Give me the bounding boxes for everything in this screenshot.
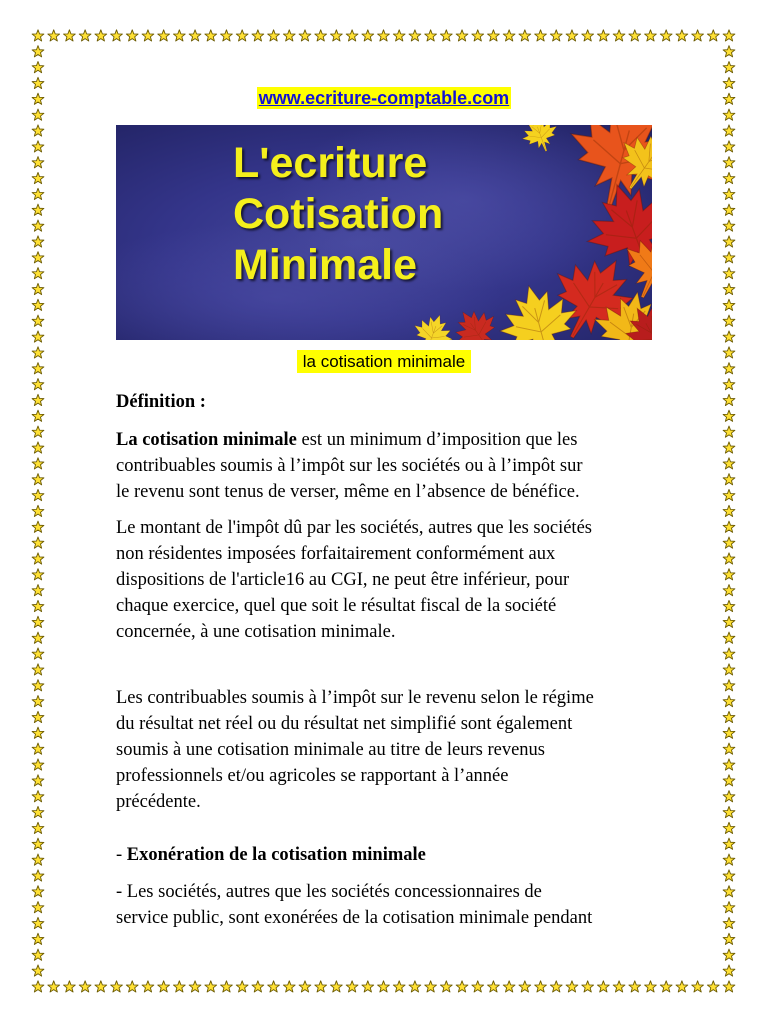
border-star-icon (629, 981, 641, 992)
border-star-icon (32, 664, 44, 675)
border-star-icon (723, 331, 735, 342)
border-star-icon (723, 696, 735, 707)
border-star-icon (723, 268, 735, 279)
border-star-icon (32, 933, 44, 944)
border-star-icon (346, 981, 358, 992)
border-star-icon (723, 743, 735, 754)
border-star-icon (723, 442, 735, 453)
caption-text: la cotisation minimale (297, 350, 472, 373)
border-star-icon (268, 981, 280, 992)
banner-title-line: L'ecriture (233, 139, 428, 187)
banner-title-line: Cotisation (233, 190, 444, 238)
border-star-icon (440, 981, 452, 992)
border-star-icon (32, 965, 44, 976)
border-star-icon (32, 949, 44, 960)
border-star-icon (723, 616, 735, 627)
border-star-icon (111, 981, 123, 992)
border-star-icon (32, 299, 44, 310)
border-star-icon (582, 981, 594, 992)
border-star-icon (723, 188, 735, 199)
banner-title (233, 138, 443, 291)
border-star-icon (723, 474, 735, 485)
paragraph-line: du résultat net réel ou du résultat net simplifié sont également (116, 714, 573, 734)
border-star-icon (330, 30, 342, 41)
border-star-icon (32, 394, 44, 405)
dash-prefix: - (116, 845, 127, 865)
border-star-icon (566, 30, 578, 41)
border-star-icon (32, 220, 44, 231)
border-star-icon (189, 30, 201, 41)
border-star-icon (189, 981, 201, 992)
border-star-icon (378, 981, 390, 992)
title-banner (116, 125, 652, 340)
paragraph-line: non résidentes imposées forfaitairement conformément aux (116, 544, 556, 564)
border-star-icon (645, 30, 657, 41)
border-star-icon (723, 727, 735, 738)
border-star-icon (142, 30, 154, 41)
border-star-icon (723, 917, 735, 928)
border-star-icon (346, 30, 358, 41)
definition-paragraph-3 (116, 685, 594, 815)
border-star-icon (723, 585, 735, 596)
border-star-icon (79, 30, 91, 41)
border-star-icon (676, 981, 688, 992)
border-star-icon (723, 806, 735, 817)
border-star-icon (723, 141, 735, 152)
border-star-icon (126, 30, 138, 41)
border-star-icon (32, 315, 44, 326)
border-star-icon (32, 505, 44, 516)
border-star-icon (723, 283, 735, 294)
border-star-icon (173, 981, 185, 992)
border-star-icon (723, 537, 735, 548)
definition-heading-block (116, 389, 206, 415)
border-star-icon (723, 711, 735, 722)
border-star-icon (723, 521, 735, 532)
border-star-icon (32, 537, 44, 548)
border-star-icon (32, 236, 44, 247)
border-star-icon (723, 902, 735, 913)
border-star-icon (32, 188, 44, 199)
border-star-icon (252, 981, 264, 992)
border-star-icon (32, 775, 44, 786)
site-url-header (0, 87, 768, 109)
border-star-icon (550, 981, 562, 992)
border-star-icon (362, 981, 374, 992)
border-star-icon (32, 727, 44, 738)
leaf-icon (517, 125, 564, 157)
border-star-icon (723, 838, 735, 849)
border-star-icon (32, 854, 44, 865)
paragraph-line: contribuables soumis à l’impôt sur les sociétés ou à l’impôt sur (116, 456, 583, 476)
border-star-icon (362, 30, 374, 41)
paragraph-line: chaque exercice, quel que soit le résultat fiscal de la société (116, 596, 557, 616)
bold-term: La cotisation minimale (116, 430, 297, 450)
border-star-icon (723, 965, 735, 976)
border-star-icon (221, 981, 233, 992)
border-star-icon (723, 204, 735, 215)
paragraph-line: - Les sociétés, autres que les sociétés concessionnaires de (116, 882, 542, 902)
border-star-icon (425, 981, 437, 992)
border-star-icon (32, 711, 44, 722)
border-star-icon (723, 569, 735, 580)
border-star-icon (221, 30, 233, 41)
border-star-icon (629, 30, 641, 41)
exoneration-heading-block (116, 842, 426, 868)
border-star-icon (32, 648, 44, 659)
border-star-icon (32, 822, 44, 833)
border-star-icon (425, 30, 437, 41)
border-star-icon (723, 949, 735, 960)
border-star-icon (283, 981, 295, 992)
border-star-icon (723, 379, 735, 390)
border-star-icon (32, 62, 44, 73)
border-star-icon (723, 648, 735, 659)
border-star-icon (32, 902, 44, 913)
border-star-icon (723, 632, 735, 643)
leaf-icon (444, 299, 508, 340)
border-star-icon (723, 870, 735, 881)
paragraph-line: Les contribuables soumis à l’impôt sur le revenu selon le régime (116, 688, 594, 708)
border-star-icon (32, 553, 44, 564)
border-star-icon (472, 981, 484, 992)
border-star-icon (32, 268, 44, 279)
border-star-icon (519, 981, 531, 992)
border-star-icon (32, 426, 44, 437)
border-star-icon (393, 981, 405, 992)
border-star-icon (597, 30, 609, 41)
border-star-icon (32, 806, 44, 817)
border-star-icon (283, 30, 295, 41)
border-star-icon (723, 854, 735, 865)
paragraph-line: professionnels et/ou agricoles se rapportant à l’année (116, 766, 509, 786)
border-star-icon (32, 141, 44, 152)
border-star-icon (456, 981, 468, 992)
border-star-icon (32, 30, 44, 41)
exoneration-heading (116, 842, 426, 868)
border-star-icon (723, 775, 735, 786)
border-star-icon (723, 933, 735, 944)
border-star-icon (723, 458, 735, 469)
border-star-icon (660, 30, 672, 41)
border-star-icon (32, 632, 44, 643)
border-star-icon (158, 30, 170, 41)
border-star-icon (330, 981, 342, 992)
border-star-icon (95, 30, 107, 41)
border-star-icon (158, 981, 170, 992)
border-star-icon (519, 30, 531, 41)
border-star-icon (142, 981, 154, 992)
border-star-icon (723, 62, 735, 73)
border-star-icon (32, 379, 44, 390)
border-star-icon (582, 30, 594, 41)
paragraph-line: service public, sont exonérées de la cotisation minimale pendant (116, 908, 593, 928)
paragraph-line: dispositions de l'article16 au CGI, ne peut être inférieur, pour (116, 570, 570, 590)
border-star-icon (723, 600, 735, 611)
paragraph-line: précédente. (116, 792, 201, 812)
border-star-icon (32, 680, 44, 691)
border-star-icon (32, 886, 44, 897)
border-star-icon (79, 981, 91, 992)
banner-caption (0, 352, 768, 372)
border-star-icon (95, 981, 107, 992)
border-star-icon (32, 838, 44, 849)
border-star-icon (707, 981, 719, 992)
border-star-icon (32, 109, 44, 120)
border-star-icon (723, 315, 735, 326)
border-star-icon (315, 981, 327, 992)
border-star-icon (32, 791, 44, 802)
border-star-icon (32, 521, 44, 532)
border-star-icon (723, 410, 735, 421)
border-star-icon (535, 30, 547, 41)
site-url-link[interactable]: www.ecriture-comptable.com (258, 88, 510, 108)
border-star-icon (456, 30, 468, 41)
border-star-icon (723, 172, 735, 183)
border-star-icon (409, 981, 421, 992)
border-star-icon (566, 981, 578, 992)
border-star-icon (32, 157, 44, 168)
border-star-icon (32, 204, 44, 215)
border-star-icon (32, 917, 44, 928)
leaf-icon (407, 308, 459, 340)
border-star-icon (535, 981, 547, 992)
border-star-icon (299, 981, 311, 992)
border-star-icon (378, 30, 390, 41)
border-star-icon (409, 30, 421, 41)
definition-paragraph-2 (116, 515, 592, 645)
border-star-icon (550, 30, 562, 41)
border-star-icon (707, 30, 719, 41)
border-star-icon (503, 981, 515, 992)
border-star-icon (32, 474, 44, 485)
border-star-icon (32, 616, 44, 627)
border-star-icon (692, 981, 704, 992)
border-star-icon (488, 30, 500, 41)
border-star-icon (32, 569, 44, 580)
border-star-icon (32, 743, 44, 754)
border-star-icon (32, 489, 44, 500)
paragraph-line: le revenu sont tenus de verser, même en l’absence de bénéfice. (116, 482, 580, 502)
border-star-icon (723, 157, 735, 168)
border-star-icon (173, 30, 185, 41)
border-star-icon (723, 109, 735, 120)
paragraph-line: Le montant de l'impôt dû par les sociétés, autres que les sociétés (116, 518, 592, 538)
border-star-icon (723, 489, 735, 500)
border-star-icon (252, 30, 264, 41)
border-star-icon (676, 30, 688, 41)
border-star-icon (32, 410, 44, 421)
border-star-icon (393, 30, 405, 41)
border-star-icon (32, 331, 44, 342)
border-star-icon (723, 236, 735, 247)
border-star-icon (472, 30, 484, 41)
border-star-icon (723, 981, 735, 992)
border-star-icon (503, 30, 515, 41)
border-star-icon (32, 759, 44, 770)
border-star-icon (268, 30, 280, 41)
border-star-icon (613, 30, 625, 41)
definition-heading: Définition : (116, 392, 206, 412)
border-star-icon (723, 759, 735, 770)
border-star-icon (723, 394, 735, 405)
banner-title-line: Minimale (233, 241, 417, 289)
border-star-icon (236, 981, 248, 992)
border-star-icon (32, 46, 44, 57)
border-star-icon (692, 30, 704, 41)
exoneration-heading-text: Exonération de la cotisation minimale (126, 845, 426, 865)
border-star-icon (723, 46, 735, 57)
paragraph-line: concernée, à une cotisation minimale. (116, 622, 396, 642)
border-star-icon (32, 696, 44, 707)
border-star-icon (299, 30, 311, 41)
border-star-icon (723, 426, 735, 437)
border-star-icon (723, 252, 735, 263)
border-star-icon (32, 981, 44, 992)
border-star-icon (597, 981, 609, 992)
border-star-icon (723, 886, 735, 897)
border-star-icon (32, 283, 44, 294)
border-star-icon (32, 125, 44, 136)
border-star-icon (440, 30, 452, 41)
exoneration-paragraph-1 (116, 879, 592, 931)
line-text: est un minimum d’imposition que les (296, 430, 578, 450)
border-star-icon (723, 299, 735, 310)
border-star-icon (723, 125, 735, 136)
border-star-icon (236, 30, 248, 41)
border-star-icon (111, 30, 123, 41)
border-star-icon (32, 600, 44, 611)
border-star-icon (723, 680, 735, 691)
border-star-icon (645, 981, 657, 992)
border-star-icon (660, 981, 672, 992)
border-star-icon (32, 458, 44, 469)
border-star-icon (723, 30, 735, 41)
border-star-icon (205, 30, 217, 41)
border-star-icon (48, 981, 60, 992)
border-star-icon (723, 553, 735, 564)
border-star-icon (32, 172, 44, 183)
definition-paragraph-1 (116, 427, 583, 505)
border-star-icon (48, 30, 60, 41)
border-star-icon (723, 791, 735, 802)
border-star-icon (723, 220, 735, 231)
border-star-icon (126, 981, 138, 992)
border-star-icon (32, 870, 44, 881)
border-star-icon (32, 442, 44, 453)
border-star-icon (613, 981, 625, 992)
border-star-icon (64, 981, 76, 992)
border-star-icon (32, 585, 44, 596)
paragraph-line (116, 427, 583, 453)
border-star-icon (723, 822, 735, 833)
border-star-icon (32, 252, 44, 263)
border-star-icon (205, 981, 217, 992)
border-star-icon (64, 30, 76, 41)
border-star-icon (723, 505, 735, 516)
border-star-icon (488, 981, 500, 992)
border-star-icon (315, 30, 327, 41)
paragraph-line: soumis à une cotisation minimale au titre de leurs revenus (116, 740, 545, 760)
border-star-icon (723, 664, 735, 675)
